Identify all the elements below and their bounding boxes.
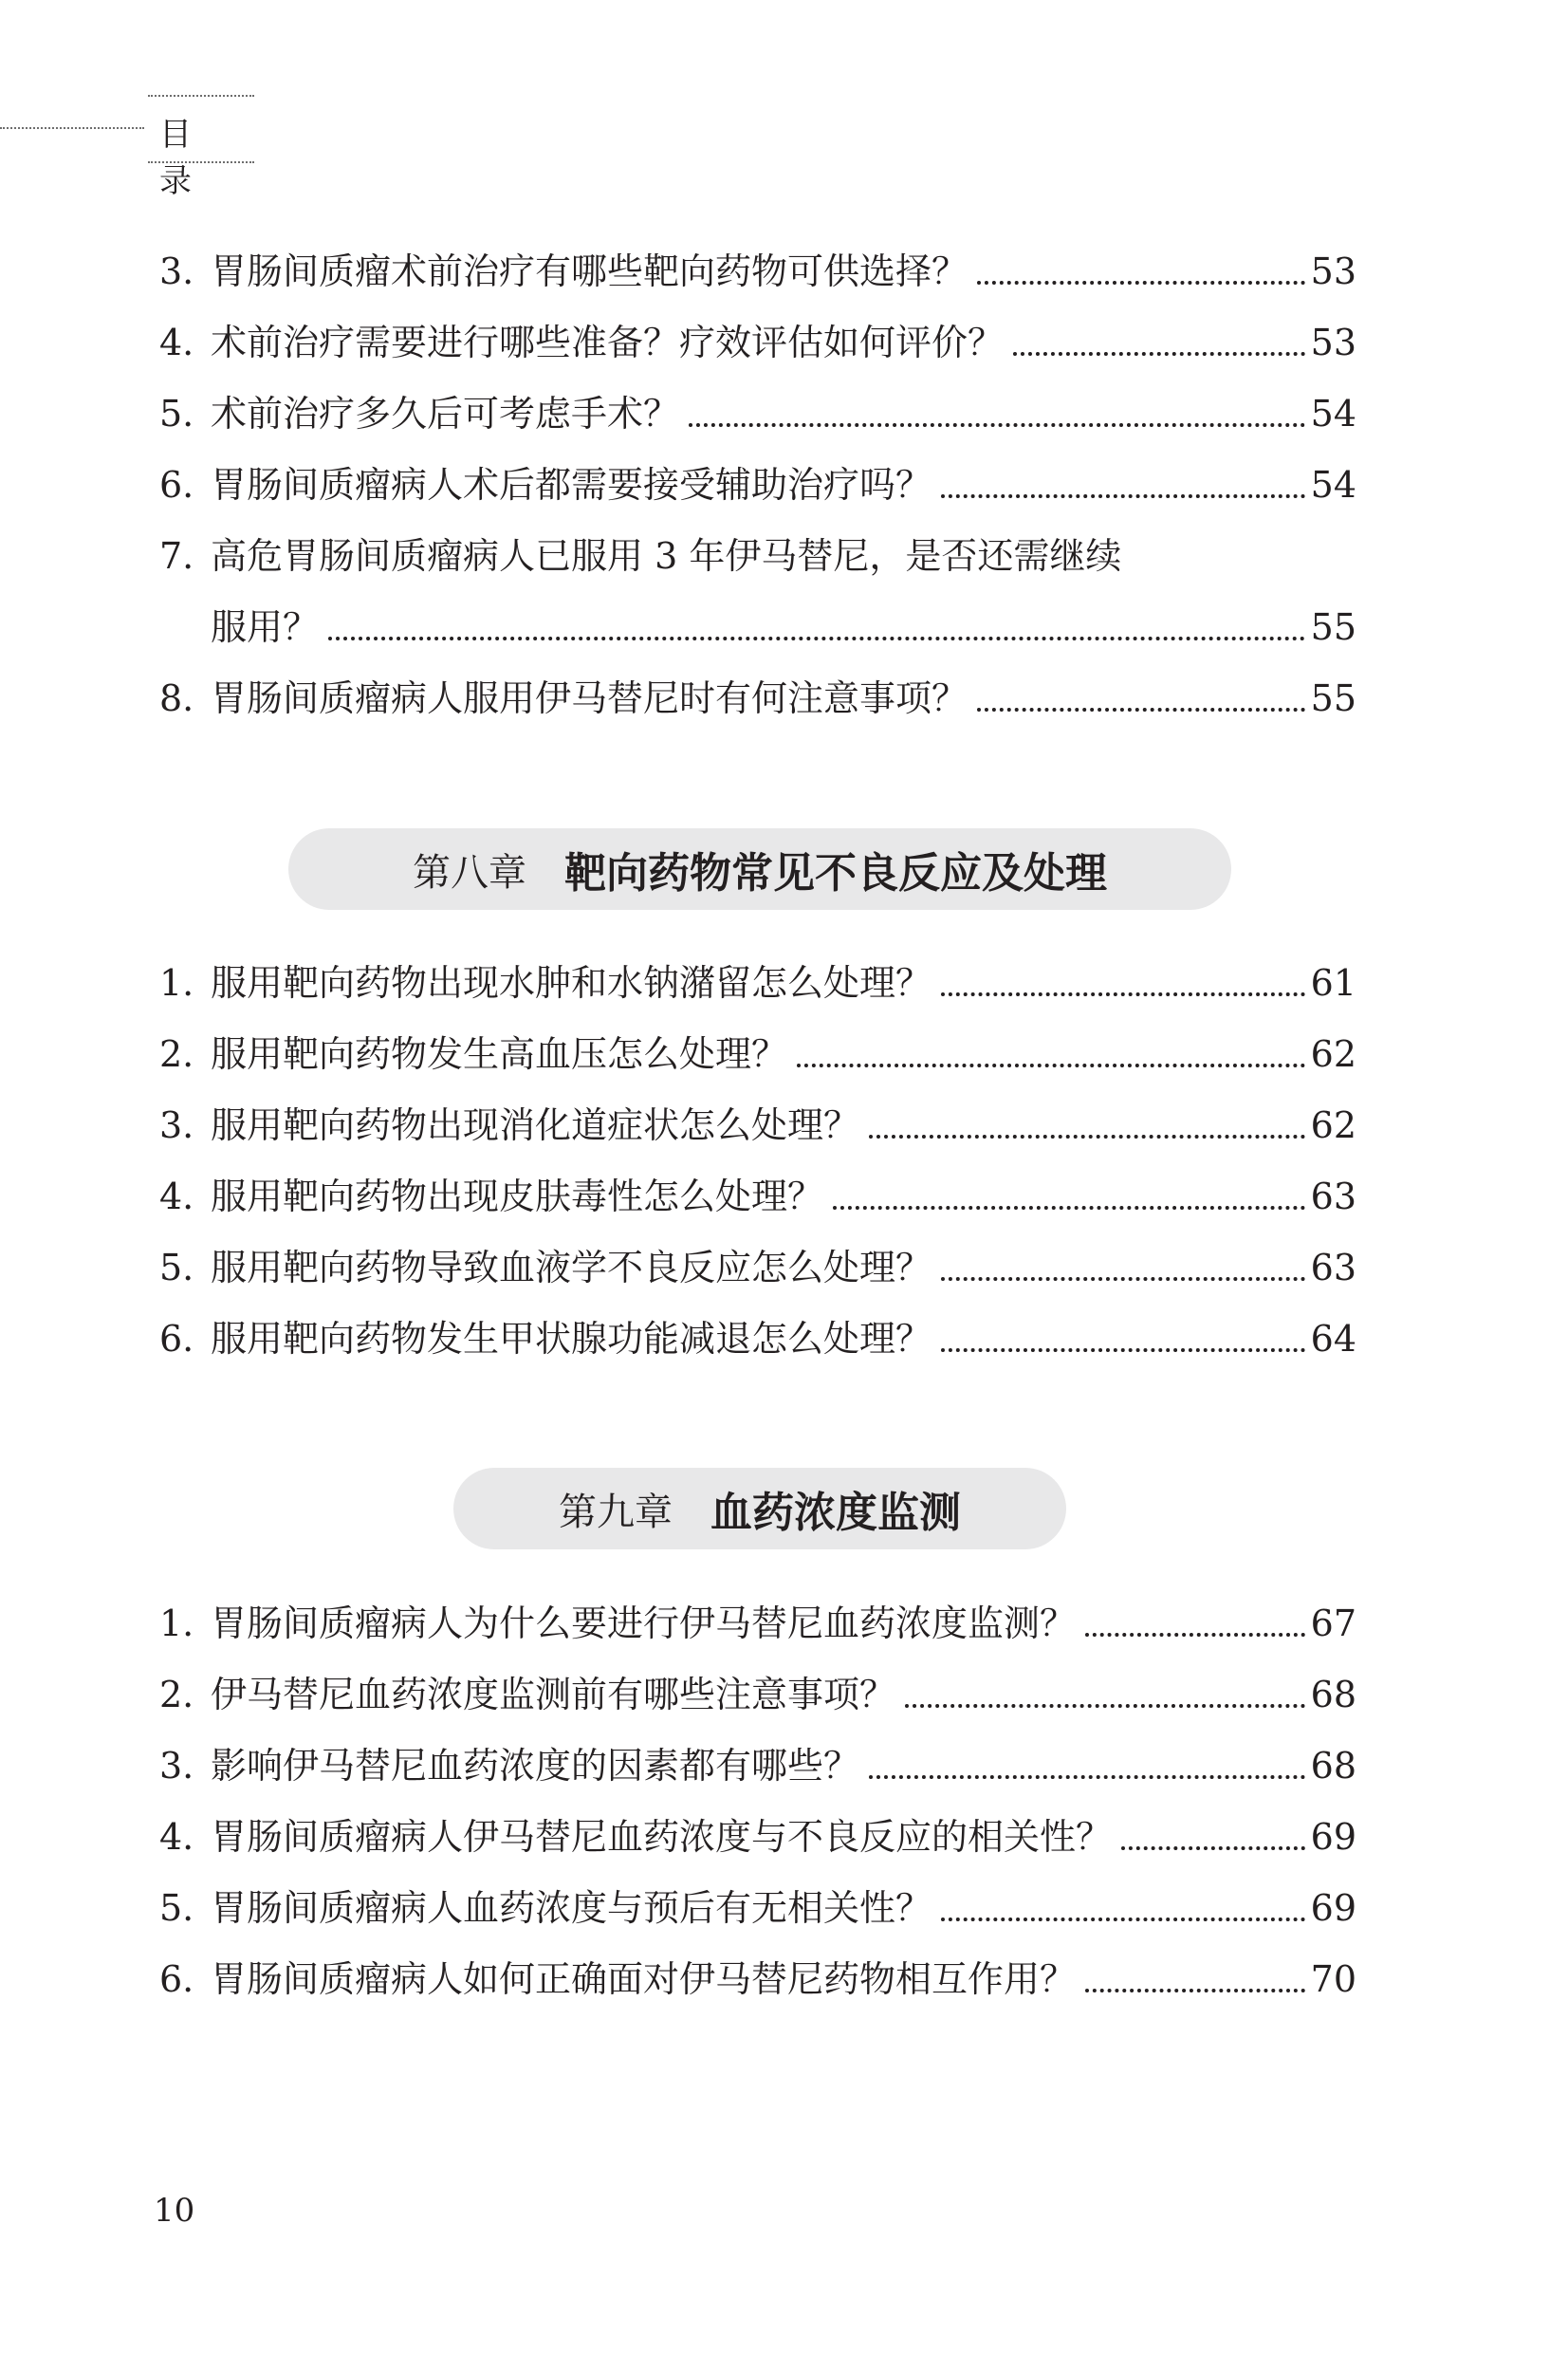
chapter-label: 第九章	[559, 1490, 673, 1534]
dot-leader	[328, 637, 1305, 640]
entry-title: 术前治疗需要进行哪些准备？疗效评估如何评价？	[211, 322, 1005, 363]
page-number: 10	[154, 2192, 195, 2230]
running-header	[0, 95, 256, 200]
entry-number: 3.	[159, 250, 194, 292]
entry-page: 63	[1310, 1176, 1356, 1217]
entry-page: 67	[1310, 1603, 1356, 1644]
entry-title: 胃肠间质瘤病人术后都需要接受辅助治疗吗？	[211, 464, 932, 506]
entry-number: 4.	[159, 1176, 194, 1217]
entry-page: 62	[1310, 1033, 1356, 1075]
entry-page: 69	[1310, 1887, 1356, 1929]
dot-leader	[941, 1277, 1305, 1281]
dot-leader	[977, 708, 1305, 712]
entry-title: 服用靶向药物出现消化道症状怎么处理？	[211, 1104, 860, 1146]
dot-leader	[1121, 1846, 1305, 1850]
dot-leader	[941, 1348, 1305, 1352]
toc-entry[interactable]	[159, 949, 1356, 1006]
entry-page: 53	[1310, 250, 1356, 292]
entry-title: 服用靶向药物出现水肿和水钠潴留怎么处理？	[211, 962, 932, 1004]
entry-title: 胃肠间质瘤病人如何正确面对伊马替尼药物相互作用？	[211, 1958, 1077, 2000]
toc-entry[interactable]	[159, 1091, 1356, 1148]
entry-page: 54	[1310, 393, 1356, 435]
dot-leader	[941, 494, 1305, 498]
entry-number: 2.	[159, 1674, 194, 1715]
toc-entry[interactable]	[159, 1020, 1356, 1077]
entry-number: 5.	[159, 1887, 194, 1929]
toc-entry[interactable]	[159, 664, 1356, 721]
entry-title-continued: 服用？	[211, 606, 320, 648]
dot-leader	[1085, 1633, 1305, 1637]
dot-leader	[797, 1064, 1305, 1067]
toc-entry[interactable]	[159, 1660, 1356, 1717]
dot-leader	[869, 1775, 1305, 1779]
toc-entry[interactable]	[159, 1589, 1356, 1646]
entry-number: 6.	[159, 464, 194, 506]
entry-title: 服用靶向药物发生高血压怎么处理？	[211, 1033, 788, 1075]
entry-page: 55	[1310, 606, 1356, 648]
entry-number: 2.	[159, 1033, 194, 1075]
entry-number: 3.	[159, 1745, 194, 1787]
chapter-title: 血药浓度监测	[710, 1489, 961, 1537]
chapter-title: 靶向药物常见不良反应及处理	[564, 849, 1107, 898]
toc-entry[interactable]	[159, 237, 1356, 294]
entry-page: 53	[1310, 322, 1356, 363]
toc-entry[interactable]	[159, 308, 1356, 365]
entry-number: 1.	[159, 962, 194, 1004]
entry-title: 影响伊马替尼血药浓度的因素都有哪些？	[211, 1745, 860, 1787]
dot-leader	[833, 1206, 1305, 1210]
toc-entry[interactable]	[159, 522, 1356, 579]
chapter-9-heading	[453, 1468, 1066, 1549]
toc-entry[interactable]	[159, 451, 1356, 508]
chapter-8-heading	[288, 828, 1231, 910]
entry-number: 5.	[159, 393, 194, 435]
dot-leader	[941, 1918, 1305, 1921]
toc-entry[interactable]	[159, 1732, 1356, 1788]
toc-entry[interactable]	[159, 1233, 1356, 1290]
entry-number: 7.	[159, 535, 194, 577]
dot-leader	[689, 423, 1305, 427]
entry-title: 胃肠间质瘤病人服用伊马替尼时有何注意事项？	[211, 677, 968, 719]
toc-entry-continuation[interactable]	[211, 593, 1356, 650]
entry-number: 5.	[159, 1247, 194, 1288]
entry-page: 61	[1310, 962, 1356, 1004]
dot-leader	[1013, 352, 1305, 356]
toc-entry[interactable]	[159, 1162, 1356, 1219]
dot-leader	[905, 1704, 1305, 1708]
toc-entry[interactable]	[159, 1305, 1356, 1362]
toc-entry[interactable]	[159, 1945, 1356, 2002]
entry-page: 63	[1310, 1247, 1356, 1288]
entry-page: 68	[1310, 1674, 1356, 1715]
header-box	[148, 95, 254, 200]
entry-page: 62	[1310, 1104, 1356, 1146]
entry-number: 8.	[159, 677, 194, 719]
entry-title: 胃肠间质瘤病人为什么要进行伊马替尼血药浓度监测？	[211, 1603, 1077, 1644]
entry-number: 4.	[159, 322, 194, 363]
dot-leader	[941, 992, 1305, 996]
dot-leader	[869, 1135, 1305, 1139]
entry-title: 胃肠间质瘤病人伊马替尼血药浓度与不良反应的相关性？	[211, 1816, 1113, 1858]
entry-title: 服用靶向药物发生甲状腺功能减退怎么处理？	[211, 1318, 932, 1360]
entry-title: 高危胃肠间质瘤病人已服用 3 年伊马替尼，是否还需继续	[211, 535, 1122, 577]
entry-title: 伊马替尼血药浓度监测前有哪些注意事项？	[211, 1674, 896, 1715]
entry-page: 68	[1310, 1745, 1356, 1787]
dot-leader	[977, 281, 1305, 285]
dot-leader	[1085, 1989, 1305, 1992]
entry-title: 服用靶向药物导致血液学不良反应怎么处理？	[211, 1247, 932, 1288]
entry-number: 4.	[159, 1816, 194, 1858]
entry-number: 1.	[159, 1603, 194, 1644]
entry-page: 70	[1310, 1958, 1356, 2000]
entry-title: 术前治疗多久后可考虑手术？	[211, 393, 680, 435]
toc-entry[interactable]	[159, 1803, 1356, 1860]
header-dotted-rule	[0, 127, 144, 129]
entry-number: 6.	[159, 1318, 194, 1360]
entry-page: 54	[1310, 464, 1356, 506]
chapter-label: 第八章	[413, 850, 526, 895]
entry-page: 69	[1310, 1816, 1356, 1858]
entry-number: 6.	[159, 1958, 194, 2000]
entry-page: 55	[1310, 677, 1356, 719]
entry-page: 64	[1310, 1318, 1356, 1360]
toc-entry[interactable]	[159, 380, 1356, 436]
toc-entry[interactable]	[159, 1874, 1356, 1931]
header-title: 目 录	[159, 116, 209, 200]
entry-number: 3.	[159, 1104, 194, 1146]
entry-title: 胃肠间质瘤术前治疗有哪些靶向药物可供选择？	[211, 250, 968, 292]
entry-title: 服用靶向药物出现皮肤毒性怎么处理？	[211, 1176, 824, 1217]
entry-title: 胃肠间质瘤病人血药浓度与预后有无相关性？	[211, 1887, 932, 1929]
